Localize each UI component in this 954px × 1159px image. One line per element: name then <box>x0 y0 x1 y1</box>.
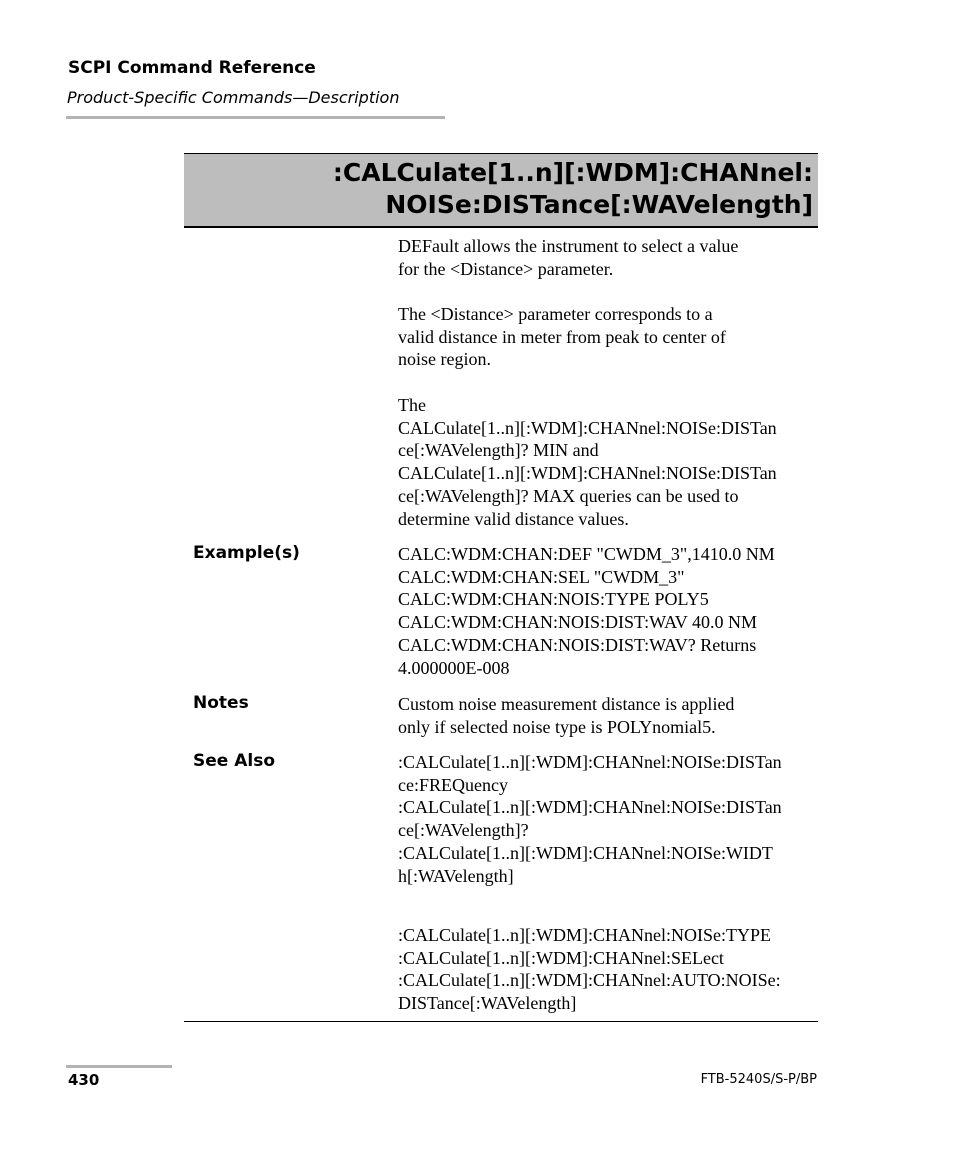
see-also-line: :CALCulate[1..n][:WDM]:CHANnel:AUTO:NOISe: <box>398 970 781 991</box>
command-title <box>333 157 813 221</box>
text-line: The <Distance> parameter corresponds to a <box>398 304 713 324</box>
text-line: determine valid distance values. <box>398 508 629 529</box>
see-also-group-1 <box>398 751 818 887</box>
see-also-label: See Also <box>193 751 276 771</box>
command-title-box <box>184 153 818 228</box>
description-paragraph-3 <box>398 394 818 530</box>
example-line: CALC:WDM:CHAN:DEF "CWDM_3",1410.0 NM <box>398 544 775 564</box>
example-line: CALC:WDM:CHAN:SEL "CWDM_3" <box>398 566 685 587</box>
text-line: ce[:WAVelength]? MAX queries can be used to <box>398 485 739 506</box>
see-also-line: ce[:WAVelength]? <box>398 820 529 841</box>
description-paragraph-2 <box>398 303 818 371</box>
running-header-subtitle: Product-Specific Commands—Description <box>67 88 400 107</box>
text-line: Custom noise measurement distance is applied <box>398 694 735 714</box>
example-line: CALC:WDM:CHAN:NOIS:TYPE POLY5 <box>398 589 709 610</box>
see-also-line: :CALCulate[1..n][:WDM]:CHANnel:NOISe:DISTan <box>398 752 782 772</box>
text-line: CALCulate[1..n][:WDM]:CHANnel:NOISe:DISTan <box>398 417 777 438</box>
see-also-line: :CALCulate[1..n][:WDM]:CHANnel:NOISe:WIDT <box>398 842 773 863</box>
example-line: CALC:WDM:CHAN:NOIS:DIST:WAV 40.0 NM <box>398 612 757 633</box>
text-line: ce[:WAVelength]? MIN and <box>398 440 599 461</box>
see-also-group-2 <box>398 924 818 1015</box>
see-also-line: h[:WAVelength] <box>398 865 514 886</box>
see-also-line: :CALCulate[1..n][:WDM]:CHANnel:SELect <box>398 947 724 968</box>
page-number: 430 <box>68 1071 100 1089</box>
example-line: CALC:WDM:CHAN:NOIS:DIST:WAV? Returns <box>398 634 757 655</box>
text-line: for the <Distance> parameter. <box>398 258 614 279</box>
description-paragraph-1 <box>398 235 818 280</box>
text-line: valid distance in meter from peak to center of <box>398 326 726 347</box>
text-line: The <box>398 395 426 415</box>
notes-label: Notes <box>193 693 249 713</box>
see-also-line: :CALCulate[1..n][:WDM]:CHANnel:NOISe:TYPE <box>398 925 771 945</box>
examples-label: Example(s) <box>193 543 300 563</box>
example-line: 4.000000E-008 <box>398 657 510 678</box>
command-title-line-1: :CALCulate[1..n][:WDM]:CHANnel: <box>332 158 813 187</box>
notes-block <box>398 693 818 738</box>
see-also-line: ce:FREQuency <box>398 774 508 795</box>
header-divider <box>66 116 445 119</box>
examples-block <box>398 543 818 679</box>
text-line: CALCulate[1..n][:WDM]:CHANnel:NOISe:DISTan <box>398 463 777 484</box>
table-bottom-divider <box>184 1021 818 1022</box>
footer-divider <box>66 1065 172 1068</box>
text-line: noise region. <box>398 349 491 370</box>
document-id: FTB-5240S/S-P/BP <box>700 1072 817 1087</box>
see-also-line: DISTance[:WAVelength] <box>398 993 577 1014</box>
running-header-title: SCPI Command Reference <box>68 58 316 78</box>
text-line: only if selected noise type is POLYnomial5. <box>398 716 716 737</box>
see-also-line: :CALCulate[1..n][:WDM]:CHANnel:NOISe:DISTan <box>398 797 782 818</box>
command-title-line-2: NOISe:DISTance[:WAVelength] <box>385 190 813 219</box>
text-line: DEFault allows the instrument to select a value <box>398 236 739 256</box>
